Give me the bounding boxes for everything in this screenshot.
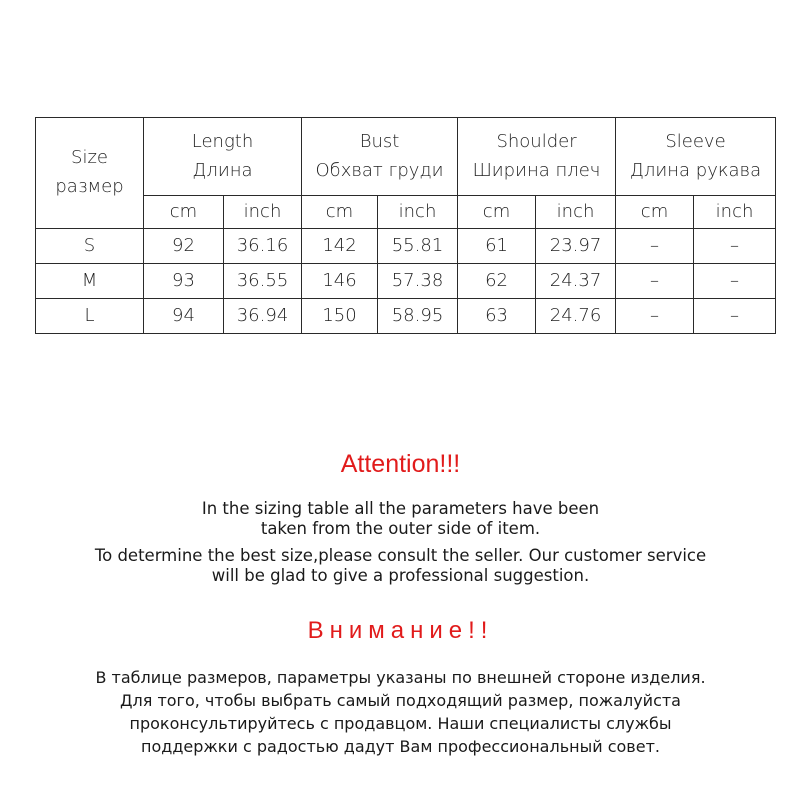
shoulder-header-ru: Ширина плеч: [472, 159, 601, 181]
value-cell: –: [616, 264, 694, 299]
value-cell: 62: [458, 264, 536, 299]
size-header-ru: размер: [55, 176, 124, 197]
attention-title-en: Attention!!!: [340, 450, 461, 478]
attention-title-ru: Внимание!!: [307, 617, 494, 644]
value-cell: –: [694, 264, 776, 299]
unit-cell: inch: [378, 196, 458, 229]
length-header-cell: [144, 118, 302, 196]
value-cell: –: [694, 229, 776, 264]
value-cell: 58.95: [378, 299, 458, 334]
notice-line: will be glad to give a professional suggestion.: [211, 566, 590, 585]
value-cell: 150: [302, 299, 378, 334]
value-cell: 94: [144, 299, 224, 334]
table-row-l: [36, 299, 776, 334]
size-chart-table: [35, 117, 776, 334]
shoulder-header-en: Shoulder: [496, 130, 577, 152]
notice-line: Для того, чтобы выбрать самый подходящий размер, пожалуйста: [120, 691, 681, 710]
units-row: [36, 196, 776, 229]
size-header-cell: [36, 118, 144, 229]
unit-cell: inch: [694, 196, 776, 229]
value-cell: 36.94: [224, 299, 302, 334]
value-cell: 142: [302, 229, 378, 264]
value-cell: –: [616, 299, 694, 334]
unit-cell: cm: [458, 196, 536, 229]
value-cell: 61: [458, 229, 536, 264]
value-cell: 57.38: [378, 264, 458, 299]
sleeve-header-en: Sleeve: [665, 130, 726, 152]
unit-cell: cm: [144, 196, 224, 229]
unit-cell: inch: [224, 196, 302, 229]
bust-header-ru: Обхват груди: [315, 159, 444, 181]
bust-header-en: Bust: [359, 130, 400, 152]
bust-header-cell: [302, 118, 458, 196]
sleeve-header-ru: Длина рукава: [629, 159, 762, 181]
notice-line: поддержки с радостью дадут Вам профессиональный совет.: [141, 737, 660, 756]
notice-ru-paragraph: [0, 666, 801, 758]
notice-en-paragraph-1: [0, 499, 801, 539]
value-cell: –: [694, 299, 776, 334]
notice-line: В таблице размеров, параметры указаны по внешней стороне изделия.: [95, 668, 706, 687]
sleeve-header-cell: [616, 118, 776, 196]
value-cell: 146: [302, 264, 378, 299]
value-cell: 92: [144, 229, 224, 264]
size-cell: S: [36, 229, 144, 264]
value-cell: 36.55: [224, 264, 302, 299]
unit-cell: cm: [302, 196, 378, 229]
length-header-en: Length: [191, 130, 254, 152]
notice-line: taken from the outer side of item.: [260, 519, 541, 538]
value-cell: 24.76: [536, 299, 616, 334]
unit-cell: cm: [616, 196, 694, 229]
notice-line: To determine the best size,please consult the seller. Our customer service: [94, 546, 707, 565]
shoulder-header-cell: [458, 118, 616, 196]
value-cell: 23.97: [536, 229, 616, 264]
value-cell: –: [616, 229, 694, 264]
size-header-en: Size: [71, 147, 108, 169]
unit-cell: inch: [536, 196, 616, 229]
length-header-ru: Длина: [192, 159, 253, 181]
size-cell: M: [36, 264, 144, 299]
table-header-row: [36, 118, 776, 196]
table-row-s: [36, 229, 776, 264]
value-cell: 24.37: [536, 264, 616, 299]
table-row-m: [36, 264, 776, 299]
notice-en-paragraph-2: [0, 546, 801, 586]
value-cell: 36.16: [224, 229, 302, 264]
size-cell: L: [36, 299, 144, 334]
notice-line: проконсультируйтесь с продавцом. Наши специалисты службы: [129, 714, 672, 733]
value-cell: 93: [144, 264, 224, 299]
value-cell: 63: [458, 299, 536, 334]
value-cell: 55.81: [378, 229, 458, 264]
notice-line: In the sizing table all the parameters have been: [201, 499, 600, 518]
